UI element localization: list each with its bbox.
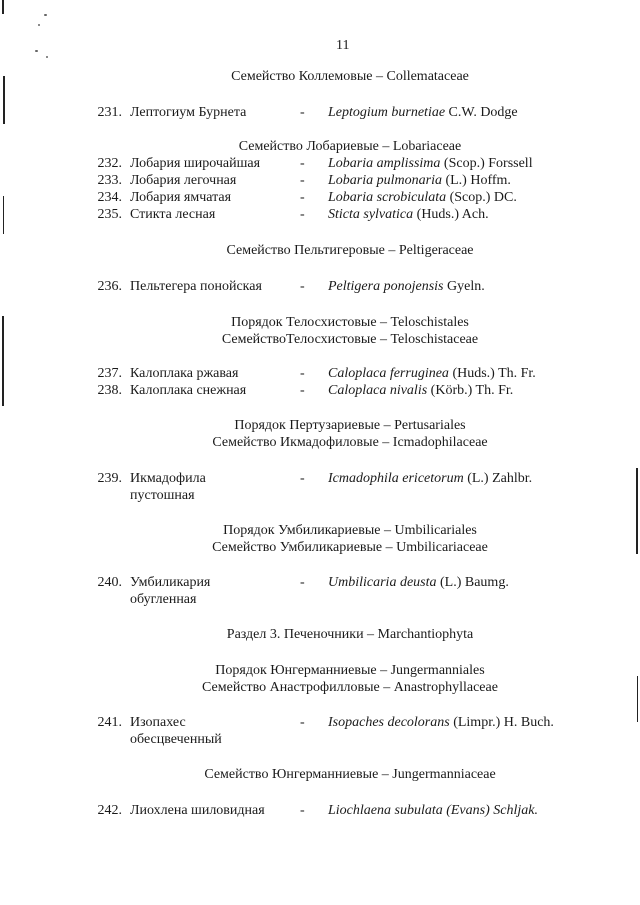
latin-name [328, 155, 533, 172]
latin-name [328, 172, 511, 189]
entry-number: 242. [97, 803, 122, 818]
entry-number: 237. [97, 366, 122, 381]
latin-name [328, 104, 518, 121]
scan-speck [35, 50, 38, 52]
scan-speck [46, 56, 48, 58]
entry-number: 234. [97, 190, 122, 205]
order-heading: Порядок Пертузариевые – Pertusariales [234, 418, 466, 433]
latin-authority: (L.) Zahlbr. [463, 471, 533, 486]
russian-name: Умбиликария [130, 575, 211, 590]
russian-name: Стикта лесная [130, 207, 216, 222]
latin-name [328, 206, 489, 223]
latin-binomial: Umbilicaria deusta [328, 575, 437, 590]
separator-dash: - [300, 173, 305, 188]
family-heading: Семейство Анастрофилловые – Anastrophyllaceae [202, 680, 498, 695]
latin-authority: (Limpr.) H. Buch. [449, 715, 554, 730]
separator-dash: - [300, 575, 305, 590]
latin-authority: (Huds.) Th. Fr. [448, 366, 536, 381]
scan-speck [38, 24, 40, 26]
entry-number: 231. [97, 105, 122, 120]
russian-name: Лиохлена шиловидная [130, 803, 265, 818]
scan-edge-mark [2, 0, 4, 14]
division-heading: Раздел 3. Печеночники – Marchantiophyta [226, 627, 474, 642]
russian-name: Икмадофила [130, 471, 206, 486]
latin-binomial: Caloplaca ferruginea [328, 366, 449, 381]
latin-name [328, 189, 517, 206]
page-number: 11 [336, 38, 350, 53]
russian-name-continued: обугленная [130, 592, 197, 607]
section-heading: Семейство Лобариевые – Lobariaceae [238, 139, 462, 154]
separator-dash: - [300, 471, 305, 486]
entry-number: 239. [97, 471, 122, 486]
latin-name [328, 382, 513, 399]
separator-dash: - [300, 190, 305, 205]
russian-name: Изопахес [130, 715, 186, 730]
separator-dash: - [300, 105, 305, 120]
entry-number: 233. [97, 173, 122, 188]
scan-edge-mark [3, 76, 5, 124]
scan-edge-mark [3, 196, 4, 234]
separator-dash: - [300, 156, 305, 171]
russian-name: Пельтегера понойская [130, 279, 262, 294]
family-heading: Семейство Икмадофиловые – Icmadophilaceae [212, 435, 488, 450]
separator-dash: - [300, 383, 305, 398]
latin-authority: (Körb.) Th. Fr. [427, 383, 514, 398]
russian-name: Лобария легочная [130, 173, 237, 188]
latin-name [328, 802, 538, 819]
section-heading: Семейство Юнгерманниевые – Jungermanniaceae [204, 767, 496, 782]
latin-binomial: Peltigera ponojensis [328, 279, 444, 294]
scan-edge-mark [637, 676, 638, 722]
latin-authority: Gyeln. [443, 279, 485, 294]
latin-name [328, 574, 509, 591]
russian-name: Лептогиум Бурнета [130, 105, 247, 120]
order-heading: Порядок Телосхистовые – Teloschistales [231, 315, 469, 330]
scan-speck [44, 14, 47, 16]
latin-name [328, 470, 532, 487]
latin-authority: (L.) Baumg. [436, 575, 509, 590]
section-heading: Семейство Коллемовые – Collemataceae [231, 69, 469, 84]
russian-name: Калоплака ржавая [130, 366, 239, 381]
russian-name-continued: обесцвеченный [130, 732, 222, 747]
scan-edge-mark [636, 468, 638, 554]
entry-number: 236. [97, 279, 122, 294]
entry-number: 241. [97, 715, 122, 730]
russian-name: Калоплака снежная [130, 383, 247, 398]
latin-binomial: Leptogium burnetiae [328, 105, 446, 120]
latin-authority: (Scop.) DC. [446, 190, 517, 205]
entry-number: 238. [97, 383, 122, 398]
russian-name-continued: пустошная [130, 488, 195, 503]
section-heading: Семейство Пельтигеровые – Peltigeraceae [226, 243, 474, 258]
entry-number: 232. [97, 156, 122, 171]
latin-name [328, 365, 536, 382]
separator-dash: - [300, 803, 305, 818]
latin-name [328, 714, 554, 731]
entry-number: 235. [97, 207, 122, 222]
russian-name: Лобария широчайшая [130, 156, 261, 171]
latin-binomial: Caloplaca nivalis [328, 383, 428, 398]
latin-binomial: Liochlaena subulata (Evans) Schljak. [328, 803, 538, 818]
separator-dash: - [300, 715, 305, 730]
separator-dash: - [300, 366, 305, 381]
latin-authority: (L.) Hoffm. [441, 173, 511, 188]
family-heading: Семейство Умбиликариевые – Umbilicariaceae [212, 540, 488, 555]
latin-binomial: Sticta sylvatica [328, 207, 414, 222]
separator-dash: - [300, 279, 305, 294]
entry-number: 240. [97, 575, 122, 590]
order-heading: Порядок Умбиликариевые – Umbilicariales [223, 523, 477, 538]
latin-name [328, 278, 485, 295]
latin-binomial: Lobaria scrobiculata [328, 190, 447, 205]
latin-authority: (Scop.) Forssell [440, 156, 533, 171]
latin-authority: C.W. Dodge [445, 105, 518, 120]
order-heading: Порядок Юнгерманниевые – Jungermanniales [215, 663, 485, 678]
russian-name: Лобария ямчатая [130, 190, 232, 205]
scan-edge-mark [2, 316, 4, 406]
latin-authority: (Huds.) Ach. [413, 207, 489, 222]
latin-binomial: Isopaches decolorans [328, 715, 450, 730]
family-heading: СемействоТелосхистовые – Teloschistaceae [221, 332, 479, 347]
latin-binomial: Lobaria pulmonaria [328, 173, 442, 188]
separator-dash: - [300, 207, 305, 222]
latin-binomial: Lobaria amplissima [328, 156, 441, 171]
latin-binomial: Icmadophila ericetorum [328, 471, 464, 486]
